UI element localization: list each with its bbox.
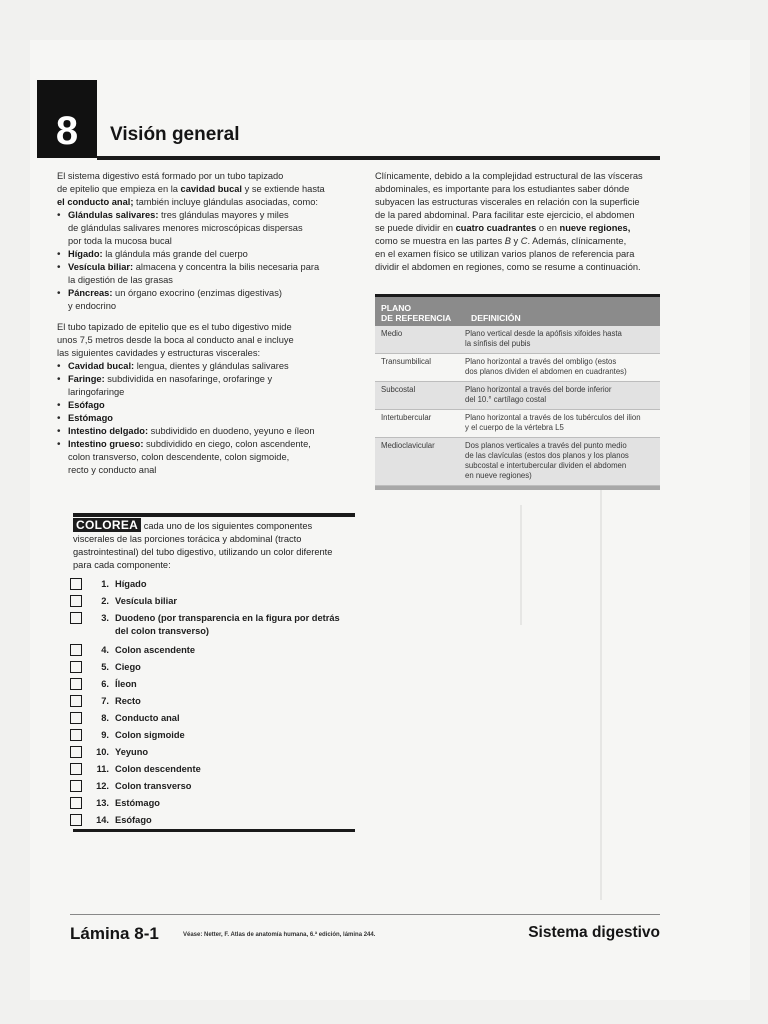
text-line: de la pared abdominal. Para facilitar este ejercicio, el abdomen (375, 210, 635, 220)
coloring-checklist (70, 578, 360, 831)
checkbox[interactable] (70, 797, 82, 809)
list-item: • Glándulas salivares: tres glándulas mayores y miles de glándulas salivares menores microscópicas dispersas por toda la mucosa bucal (57, 209, 357, 248)
text-line: dividir el abdomen en regiones, como se resume a continuación. (375, 262, 641, 272)
section-name: Sistema digestivo (528, 924, 660, 941)
checklist-number: 7. (101, 696, 109, 706)
list-item: • Intestino delgado: subdividido en duodeno, yeyuno e íleon (57, 425, 357, 438)
list-item: • Esófago (57, 399, 357, 412)
chapter-number: 8 (55, 109, 79, 153)
table-header (375, 297, 660, 326)
checklist-number: 3. (101, 613, 109, 623)
header-plane-line: PLANO (381, 303, 412, 313)
checkbox[interactable] (70, 814, 82, 826)
checkbox[interactable] (70, 712, 82, 724)
checklist-label: Ciego (115, 662, 141, 672)
text-line: Clínicamente, debido a la complejidad estructural de las vísceras (375, 171, 643, 181)
table-row (375, 382, 660, 410)
checklist-number: 14. (96, 815, 109, 825)
checklist-item (70, 695, 360, 712)
text-line: en el examen físico se utilizan varios planos de referencia para (375, 249, 635, 259)
footer-rule (70, 914, 660, 915)
checkbox[interactable] (70, 763, 82, 775)
header-plane (375, 303, 471, 323)
colorea-tag: COLOREA (73, 518, 141, 532)
text-line: unos 7,5 metros desde la boca al conducto anal e incluye (57, 335, 294, 345)
checklist-item (70, 712, 360, 729)
text-line: cada uno de los siguientes componentes (141, 521, 313, 531)
checkbox[interactable] (70, 780, 82, 792)
checklist-number: 13. (96, 798, 109, 808)
table-row (375, 438, 660, 486)
text-line: para cada componente: (73, 560, 171, 570)
checkbox[interactable] (70, 661, 82, 673)
list-item: • Hígado: la glándula más grande del cuerpo (57, 248, 357, 261)
text-line: se puede dividir en cuatro cuadrantes o en nueve regiones, (375, 223, 631, 233)
checklist-label: Conducto anal (115, 713, 180, 723)
table-row (375, 410, 660, 438)
checkbox[interactable] (70, 678, 82, 690)
tube-paragraph (57, 321, 357, 360)
checklist-number: 11. (96, 764, 109, 774)
checkbox[interactable] (70, 644, 82, 656)
plane-cell: Medioclavicular (381, 441, 435, 450)
reference-planes-table (375, 294, 660, 490)
checklist-item (70, 746, 360, 763)
chapter-number-box (37, 80, 97, 158)
checklist-number: 10. (96, 747, 109, 757)
checklist-label: Hígado (115, 579, 147, 589)
list-item: • Cavidad bucal: lengua, dientes y glándulas salivares (57, 360, 357, 373)
checklist-number: 6. (101, 679, 109, 689)
checklist-label: Esófago (115, 815, 152, 825)
list-item: • Páncreas: un órgano exocrino (enzimas digestivas) y endocrino (57, 287, 357, 313)
checklist-item (70, 595, 360, 612)
definition-cell: Dos planos verticales a través del punto medio de las clavículas (estos dos planos y los planos subcostal e intertubercular dividen el abdomen en nueve regiones) (465, 441, 629, 480)
list-item: • Intestino grueso: subdividido en ciego, colon ascendente, colon transverso, colon descendente, colon sigmoide, recto y conducto anal (57, 438, 357, 477)
checklist-label: Yeyuno (115, 747, 149, 757)
clinical-paragraph (375, 170, 665, 274)
checklist-item (70, 644, 360, 661)
text-line: como se muestra en las partes B y C. Además, clínicamente, (375, 236, 627, 246)
checklist-number: 12. (96, 781, 109, 791)
table-row (375, 354, 660, 382)
checklist-item (70, 780, 360, 797)
text-line: El sistema digestivo está formado por un tubo tapizado (57, 171, 284, 181)
atlas-reference: Véase: Netter, F. Atlas de anatomía humana, 6.ª edición, lámina 244. (183, 932, 376, 938)
left-column (57, 170, 357, 477)
checkbox[interactable] (70, 746, 82, 758)
text-line: el conducto anal; también incluye glándulas asociadas, como: (57, 197, 318, 207)
checklist-item (70, 612, 360, 644)
checklist-number: 5. (101, 662, 109, 672)
intro-paragraph (57, 170, 357, 209)
plane-cell: Medio (381, 329, 403, 338)
checkbox[interactable] (70, 612, 82, 624)
right-column (375, 170, 665, 274)
text-line: subyacen las estructuras viscerales en relación con la superficie (375, 197, 640, 207)
glands-list (57, 209, 357, 313)
plane-cell: Intertubercular (381, 413, 432, 422)
checklist-label: Colon transverso (115, 781, 192, 791)
text-line: las siguientes cavidades y estructuras viscerales: (57, 348, 261, 358)
structures-list (57, 360, 357, 477)
checklist-label: Estómago (115, 798, 160, 808)
checklist-label: Recto (115, 696, 141, 706)
checklist-item (70, 578, 360, 595)
faint-scan-line (520, 505, 522, 625)
checklist-number: 4. (101, 645, 109, 655)
checklist-bottom-rule (73, 829, 355, 832)
checklist-label: Colon descendente (115, 764, 201, 774)
checklist-item (70, 729, 360, 746)
checklist-number: 8. (101, 713, 109, 723)
header-definition: DEFINICIÓN (471, 313, 521, 323)
checklist-label: Vesícula biliar (115, 596, 178, 606)
checklist-label: Colon sigmoide (115, 730, 185, 740)
text-line: viscerales de las porciones torácica y abdominal (tracto (73, 534, 302, 544)
checkbox[interactable] (70, 729, 82, 741)
checklist-item (70, 763, 360, 780)
checklist-number: 2. (101, 596, 109, 606)
checklist-item (70, 678, 360, 695)
list-item: • Estómago (57, 412, 357, 425)
checklist-item (70, 797, 360, 814)
plate-number: Lámina 8-1 (70, 924, 159, 943)
definition-cell: Plano horizontal a través del borde inferior del 10.° cartílago costal (465, 385, 612, 404)
definition-cell: Plano vertical desde la apófisis xifoides hasta la sínfisis del pubis (465, 329, 622, 348)
text-line: de epitelio que empieza en la cavidad bucal y se extiende hasta (57, 184, 325, 194)
checklist-number: 9. (101, 730, 109, 740)
faint-scan-line (600, 480, 602, 900)
checkbox[interactable] (70, 595, 82, 607)
table-row (375, 326, 660, 354)
plane-cell: Transumbilical (381, 357, 431, 366)
checkbox[interactable] (70, 695, 82, 707)
text-line: El tubo tapizado de epitelio que es el tubo digestivo mide (57, 322, 292, 332)
plane-cell: Subcostal (381, 385, 416, 394)
checklist-item (70, 661, 360, 678)
list-item: • Vesícula biliar: almacena y concentra la bilis necesaria para la digestión de las grasas (57, 261, 357, 287)
list-item: • Faringe: subdividida en nasofaringe, orofaringe y laringofaringe (57, 373, 357, 399)
definition-cell: Plano horizontal a través del ombligo (estos dos planos dividen el abdomen en cuadrantes) (465, 357, 627, 376)
colorea-instructions (73, 518, 363, 572)
checklist-label: Colon ascendente (115, 645, 196, 655)
header-rule (97, 156, 660, 160)
table-bottom-bar (375, 486, 660, 490)
checkbox[interactable] (70, 578, 82, 590)
definition-cell: Plano horizontal a través de los tubérculos del ilion y el cuerpo de la vértebra L5 (465, 413, 641, 432)
text-line: abdominales, es importante para los estudiantes saber dónde (375, 184, 630, 194)
checklist-number: 1. (101, 579, 109, 589)
checklist-label: Duodeno (por transparencia en la figura por detrás del colon transverso) (115, 613, 340, 636)
checklist-label: Íleon (115, 679, 137, 689)
page-title: Visión general (110, 124, 240, 145)
header-plane-line: DE REFERENCIA (381, 313, 452, 323)
text-line: gastrointestinal) del tubo digestivo, utilizando un color diferente (73, 547, 333, 557)
colorea-top-rule (73, 513, 355, 517)
